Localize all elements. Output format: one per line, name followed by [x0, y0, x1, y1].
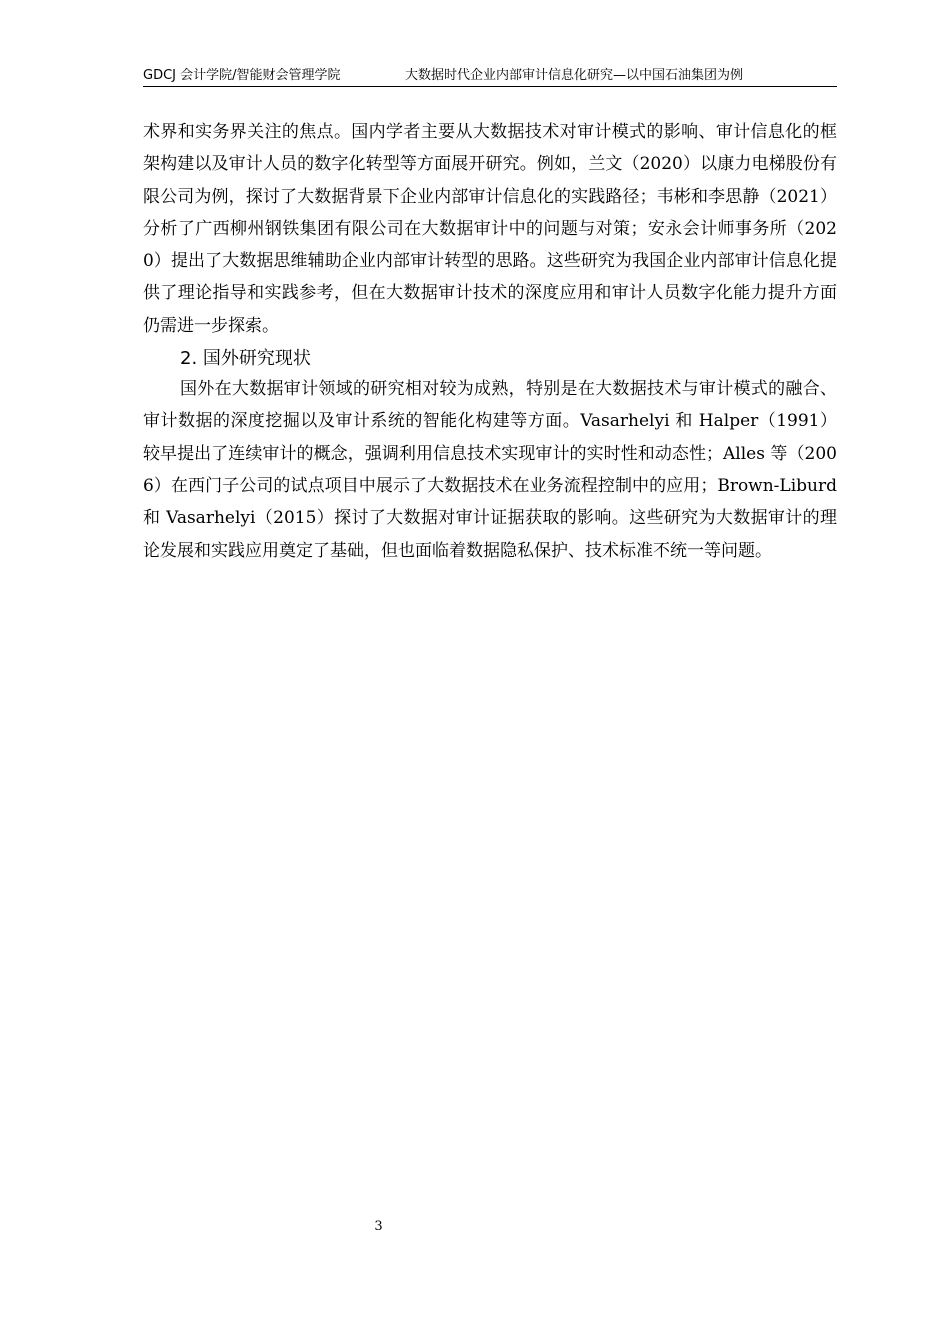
- page-number: 3: [374, 1219, 383, 1234]
- header-thesis-title: 大数据时代企业内部审计信息化研究—以中国石油集团为例: [405, 68, 744, 83]
- paragraph-foreign-research: 国外在大数据审计领域的研究相对较为成熟，特别是在大数据技术与审计模式的融合、审计数据的深度挖掘以及审计系统的智能化构建等方面。Vasarhelyi 和 Halper（1991）较早提出了连续审计的概念，强调利用信息技术实现审计的实时性和动态性；Alles 等（2006）在西门子公司的试点项目中展示了大数据技术在业务流程控制中的应用；Brown-Liburd 和 Vasarhelyi（2015）探讨了大数据对审计证据获取的影响。这些研究为大数据审计的理论发展和实践应用奠定了基础，但也面临着数据隐私保护、技术标准不统一等问题。: [143, 379, 837, 561]
- header-institution: GDCJ 会计学院/智能财会管理学院: [143, 68, 341, 83]
- section-heading-foreign-research: 2. 国外研究现状: [180, 348, 311, 370]
- paragraph-domestic-research: 术界和实务界关注的焦点。国内学者主要从大数据技术对审计模式的影响、审计信息化的框架构建以及审计人员的数字化转型等方面展开研究。例如，兰文（2020）以康力电梯股份有限公司为例，探讨了大数据背景下企业内部审计信息化的实践路径；韦彬和李思静（2021）分析了广西柳州钢铁集团有限公司在大数据审计中的问题与对策；安永会计师事务所（2020）提出了大数据思维辅助企业内部审计转型的思路。这些研究为我国企业内部审计信息化提供了理论指导和实践参考，但在大数据审计技术的深度应用和审计人员数字化能力提升方面仍需进一步探索。: [143, 122, 837, 336]
- body-text: [143, 116, 837, 567]
- page-header: [143, 66, 837, 87]
